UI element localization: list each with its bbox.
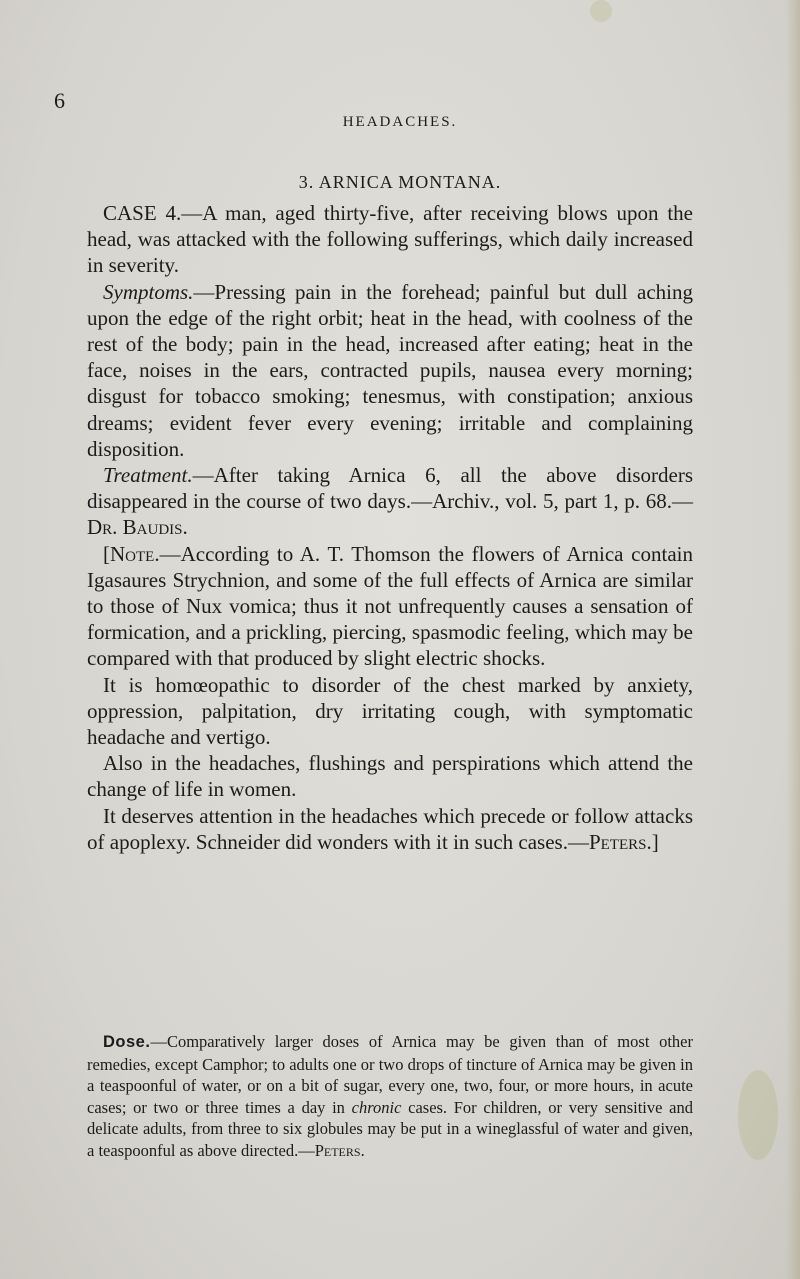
note-text-4: It deserves attention in the headaches which precede or follow attacks of apoplexy. Schneider did wonders with it in such cases.— <box>87 803 693 854</box>
note-paragraph-4 <box>87 803 693 855</box>
body-text <box>87 200 693 855</box>
dose-label: Dose. <box>103 1033 151 1051</box>
paper-stain <box>738 1070 778 1160</box>
treatment-label: Treatment. <box>103 463 193 488</box>
symptoms-paragraph <box>87 279 693 462</box>
symptoms-text: —Pressing pain in the forehead; painful but dull aching upon the edge of the right orbit; heat in the head, with coolness of the rest of the body; pain in the head, increased after eating; heat in the face, noises in the ears, contracted pupils, nausea every morning; disgust for tobacco smoking; tenesmus, with constipation; anxious dreams; evident fever every evening; irritable and complaining disposition. <box>87 279 693 461</box>
dose-author: Peters. <box>314 1140 365 1160</box>
dose-section <box>87 1031 693 1162</box>
page-number: 6 <box>54 88 65 113</box>
paper-stain <box>590 0 612 22</box>
dose-paragraph <box>87 1031 693 1162</box>
dose-emphasis: chronic <box>351 1097 402 1117</box>
note-close-bracket: ] <box>651 829 659 854</box>
dose-text-2: cases. For children, or very sensitive and delicate adults, from three to six globules may be put in a wineglassful of water and given, a teaspoonful as above directed.— <box>87 1097 693 1160</box>
note-paragraph-2: It is homœopathic to disorder of the chest marked by anxiety, oppression, palpitation, dry irritating cough, with symptomatic headache and vertigo. <box>87 672 693 750</box>
treatment-author: Dr. Baudis. <box>87 515 188 540</box>
note-open-bracket: [ <box>103 541 110 566</box>
symptoms-label: Symptoms. <box>103 279 194 304</box>
case-intro: —A man, aged thirty-five, after receiving blows upon the head, was attacked with the following sufferings, which daily increased in severity. <box>87 201 694 278</box>
dose-text-1: —Comparatively larger doses of Arnica may be given than of most other remedies, except Camphor; to adults one or two drops of tincture of Arnica may be given in a teaspoonful of water, or on a bit of sugar, every one, two, four, or more hours, in acute cases; or two or three times a day in <box>87 1032 693 1117</box>
note-paragraph-3: Also in the headaches, flushings and perspirations which attend the change of life in women. <box>87 751 693 802</box>
case-paragraph <box>87 200 693 279</box>
note-text-1: —According to A. T. Thomson the flowers of Arnica contain Igasaures Strychnion, and some of the full effects of Arnica are similar to those of Nux vomica; thus it not unfrequently causes a sensation of formication, and a prickling, piercing, spasmodic feeling, which may be compared with that produced by slight electric shocks. <box>87 541 693 671</box>
running-head: HEADACHES. <box>342 114 458 130</box>
treatment-text: —After taking Arnica 6, all the above disorders disappeared in the course of two days.—Archiv., vol. 5, part 1, p. 68.— <box>87 463 693 514</box>
note-author: Peters. <box>588 829 652 854</box>
note-paragraph-1 <box>87 541 693 672</box>
treatment-paragraph <box>87 462 693 541</box>
note-label: Note. <box>110 541 160 566</box>
case-label: CASE 4. <box>103 201 182 225</box>
section-title: 3. ARNICA MONTANA. <box>298 172 502 192</box>
